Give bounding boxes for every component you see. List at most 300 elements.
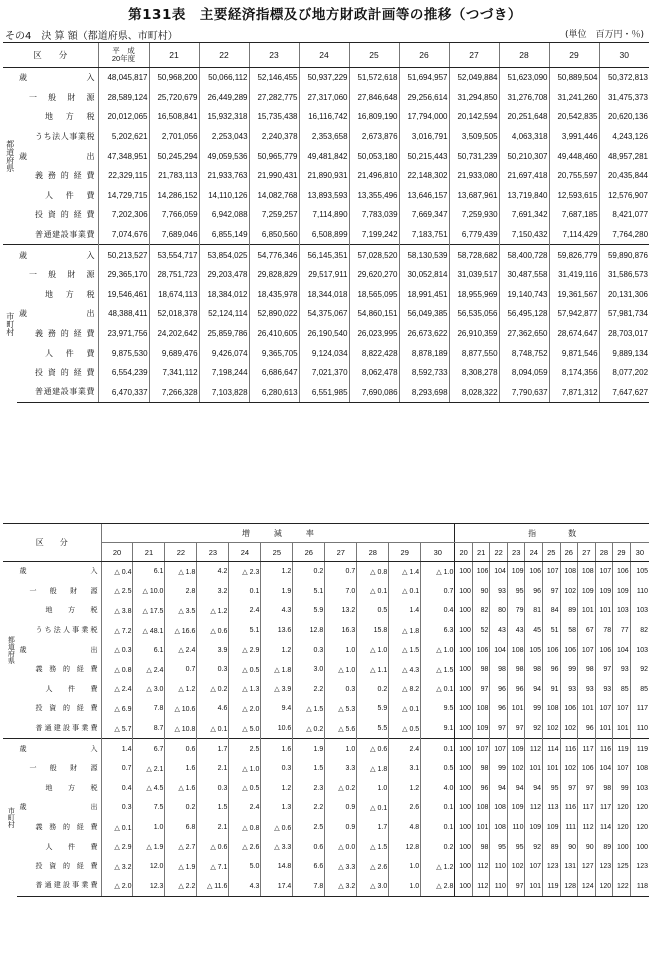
value-cell: 8,822,428 — [349, 343, 399, 363]
row-label: 投資的経費 — [35, 863, 98, 871]
index-cell: 110 — [507, 818, 525, 838]
index-cell: 93 — [613, 660, 631, 680]
rate-cell: △ 2.6 — [357, 857, 389, 877]
index-cell: 109 — [595, 582, 613, 602]
rate-cell: 1.4 — [389, 601, 421, 621]
rate-cell: △ 0.5 — [389, 719, 421, 739]
rate-cell: △ 1.5 — [293, 699, 325, 719]
index-cell: 99 — [560, 660, 578, 680]
index-cell: 99 — [490, 759, 508, 779]
index-cell: 100 — [455, 582, 473, 602]
rate-cell: 2.5 — [293, 818, 325, 838]
index-cell: 98 — [472, 837, 490, 857]
value-cell: 31,294,850 — [449, 88, 499, 108]
value-cell: 8,028,322 — [449, 383, 499, 403]
value-cell: 54,776,346 — [249, 245, 299, 265]
table-row — [3, 68, 649, 88]
rate-cell: 3.9 — [197, 640, 229, 660]
index-cell: 100 — [455, 699, 473, 719]
rate-cell: △ 2.8 — [421, 877, 455, 897]
index-cell: 107 — [595, 562, 613, 582]
row-label: 投資的経費 — [35, 705, 98, 713]
value-cell: 7,689,046 — [149, 225, 199, 245]
index-cell: 102 — [560, 719, 578, 739]
rate-cell: 4.8 — [389, 818, 421, 838]
value-cell: 9,689,476 — [149, 343, 199, 363]
table-subtitle: その4 決 算 額（都道府県、市町村） — [5, 31, 178, 42]
rate-cell: △ 0.5 — [229, 779, 261, 799]
rate-cell: △ 0.8 — [357, 562, 389, 582]
row-label: 歳 入 — [17, 562, 101, 582]
rate-cell: 2.4 — [229, 798, 261, 818]
value-cell: 20,012,065 — [98, 107, 149, 127]
value-cell: 6,855,149 — [199, 225, 249, 245]
index-cell: 96 — [472, 779, 490, 799]
rate-cell: 17.4 — [261, 877, 293, 897]
row-label: 義務的経費 — [35, 824, 98, 832]
value-cell: 18,955,969 — [449, 285, 499, 305]
value-cell: 17,794,000 — [399, 107, 449, 127]
value-cell: 18,344,018 — [299, 285, 349, 305]
value-cell: 7,647,627 — [599, 383, 649, 403]
index-cell: 97 — [560, 779, 578, 799]
row-label: 投資的経費 — [35, 210, 95, 220]
value-cell: 57,981,734 — [599, 304, 649, 324]
value-cell: 7,259,930 — [449, 205, 499, 225]
rate-cell: △ 1.6 — [165, 779, 197, 799]
value-cell: 31,586,573 — [599, 265, 649, 285]
index-cell: 112 — [525, 798, 543, 818]
value-cell: 7,114,890 — [299, 205, 349, 225]
change-rate-header: 増 減 率 — [101, 524, 455, 543]
value-cell: 8,062,478 — [349, 363, 399, 383]
unit-note: (単位 百万円・％) — [564, 30, 644, 40]
table-row — [3, 818, 649, 838]
value-cell: 59,890,876 — [599, 245, 649, 265]
row-label: 人件費 — [45, 685, 98, 693]
value-cell: 8,094,059 — [499, 363, 549, 383]
group-label: 都道府県 — [3, 562, 17, 739]
rate-cell: △ 17.5 — [133, 601, 165, 621]
rate-cell: 13.2 — [325, 601, 357, 621]
rate-cell: 4.6 — [197, 699, 229, 719]
rate-cell: 1.5 — [197, 798, 229, 818]
table-header-row — [3, 524, 649, 543]
rate-cell: △ 0.5 — [229, 660, 261, 680]
rate-cell: △ 1.9 — [133, 837, 165, 857]
rate-cell: 12.3 — [133, 877, 165, 897]
value-cell: 6,508,899 — [299, 225, 349, 245]
year-header: 26 — [399, 43, 449, 68]
value-cell: 30,052,814 — [399, 265, 449, 285]
value-cell: 52,890,022 — [249, 304, 299, 324]
value-cell: 3,991,446 — [549, 127, 599, 147]
index-cell: 90 — [560, 837, 578, 857]
rate-cell: 0.2 — [421, 837, 455, 857]
value-cell: 3,016,791 — [399, 127, 449, 147]
index-cell: 101 — [525, 877, 543, 897]
value-cell: 7,266,328 — [149, 383, 199, 403]
value-cell: 58,400,728 — [499, 245, 549, 265]
rate-cell: 1.6 — [261, 739, 293, 759]
value-cell: 8,077,202 — [599, 363, 649, 383]
row-label: 一般財源 — [29, 92, 95, 102]
rate-cell: 5.1 — [229, 621, 261, 641]
value-cell: 7,150,432 — [499, 225, 549, 245]
value-cell: 54,375,067 — [299, 304, 349, 324]
index-cell: 51 — [543, 621, 561, 641]
rate-cell: △ 4.3 — [389, 660, 421, 680]
rate-cell: 0.2 — [293, 562, 325, 582]
index-cell: 114 — [595, 818, 613, 838]
index-cell: 100 — [455, 660, 473, 680]
rate-cell: △ 3.0 — [357, 877, 389, 897]
rate-cell: 1.9 — [261, 582, 293, 602]
rate-cell: 2.6 — [389, 798, 421, 818]
index-cell: 77 — [613, 621, 631, 641]
index-cell: 108 — [490, 798, 508, 818]
value-cell: 56,495,128 — [499, 304, 549, 324]
rate-cell: △ 1.8 — [357, 759, 389, 779]
value-cell: 53,854,025 — [199, 245, 249, 265]
year-header: 29 — [549, 43, 599, 68]
table-row — [3, 107, 649, 127]
index-cell: 109 — [578, 582, 596, 602]
index-cell: 97 — [490, 719, 508, 739]
value-cell: 50,066,112 — [199, 68, 249, 88]
rate-cell: △ 0.0 — [325, 837, 357, 857]
value-cell: 13,646,157 — [399, 186, 449, 206]
index-cell: 98 — [525, 660, 543, 680]
index-cell: 98 — [507, 660, 525, 680]
value-cell: 6,942,088 — [199, 205, 249, 225]
index-cell: 98 — [472, 660, 490, 680]
rate-cell: △ 1.2 — [165, 680, 197, 700]
index-cell: 104 — [613, 640, 631, 660]
rate-cell: 0.6 — [293, 837, 325, 857]
index-cell: 116 — [560, 798, 578, 818]
rate-cell: △ 0.6 — [197, 621, 229, 641]
index-cell: 97 — [578, 779, 596, 799]
value-cell: 26,673,622 — [399, 324, 449, 344]
rate-year-header: 20 — [101, 543, 133, 562]
rate-cell: 2.3 — [293, 779, 325, 799]
year-header: 28 — [499, 43, 549, 68]
index-cell: 119 — [630, 739, 649, 759]
index-cell: 123 — [543, 857, 561, 877]
rate-cell: 5.9 — [357, 699, 389, 719]
rate-cell: △ 1.5 — [389, 640, 421, 660]
index-cell: 100 — [455, 798, 473, 818]
rate-cell: 6.1 — [133, 640, 165, 660]
value-cell: 26,910,359 — [449, 324, 499, 344]
rate-cell: △ 2.1 — [133, 759, 165, 779]
value-cell: 9,875,530 — [98, 343, 149, 363]
rate-cell: 0.7 — [325, 562, 357, 582]
value-cell: 26,190,540 — [299, 324, 349, 344]
value-cell: 31,419,116 — [549, 265, 599, 285]
index-cell: 106 — [472, 640, 490, 660]
index-cell: 98 — [490, 660, 508, 680]
value-cell: 31,039,517 — [449, 265, 499, 285]
rate-year-header: 27 — [325, 543, 357, 562]
index-cell: 104 — [490, 640, 508, 660]
index-cell: 107 — [595, 699, 613, 719]
value-cell: 18,991,451 — [399, 285, 449, 305]
index-cell: 80 — [490, 601, 508, 621]
value-cell: 52,124,114 — [199, 304, 249, 324]
rate-cell: 6.7 — [133, 739, 165, 759]
index-cell: 125 — [613, 857, 631, 877]
rate-cell: △ 0.6 — [261, 818, 293, 838]
rate-cell: 0.6 — [165, 739, 197, 759]
index-cell: 101 — [578, 699, 596, 719]
index-cell: 101 — [578, 601, 596, 621]
index-cell: 120 — [595, 877, 613, 897]
index-cell: 110 — [630, 582, 649, 602]
index-cell: 120 — [613, 818, 631, 838]
value-cell: 57,028,520 — [349, 245, 399, 265]
value-cell: 7,199,242 — [349, 225, 399, 245]
value-cell: 7,669,347 — [399, 205, 449, 225]
rate-year-header: 25 — [261, 543, 293, 562]
index-cell: 120 — [630, 818, 649, 838]
index-cell: 89 — [543, 837, 561, 857]
value-cell: 8,748,752 — [499, 343, 549, 363]
value-cell: 8,293,698 — [399, 383, 449, 403]
value-cell: 50,889,504 — [549, 68, 599, 88]
index-cell: 101 — [595, 719, 613, 739]
row-label: 歳 入 — [17, 245, 98, 265]
index-cell: 110 — [630, 719, 649, 739]
rate-cell: △ 2.2 — [165, 877, 197, 897]
value-cell: 58,130,539 — [399, 245, 449, 265]
rate-cell: 1.3 — [261, 798, 293, 818]
rate-cell: 2.4 — [389, 739, 421, 759]
value-cell: 31,276,708 — [499, 88, 549, 108]
rate-cell: 0.2 — [357, 680, 389, 700]
value-cell: 8,592,733 — [399, 363, 449, 383]
index-cell: 110 — [490, 857, 508, 877]
rate-cell: 0.1 — [421, 818, 455, 838]
value-cell: 56,049,385 — [399, 304, 449, 324]
index-cell: 95 — [543, 779, 561, 799]
index-cell: 109 — [507, 739, 525, 759]
table-row — [3, 205, 649, 225]
value-cell: 7,690,086 — [349, 383, 399, 403]
rate-cell: △ 6.9 — [101, 699, 133, 719]
index-cell: 108 — [507, 640, 525, 660]
index-cell: 107 — [578, 640, 596, 660]
table-row — [3, 304, 649, 324]
row-label: 人件費 — [45, 843, 98, 851]
value-cell: 50,937,229 — [299, 68, 349, 88]
year-header: 22 — [199, 43, 249, 68]
index-cell: 91 — [543, 680, 561, 700]
rate-cell: △ 11.6 — [197, 877, 229, 897]
rate-cell: 3.3 — [325, 759, 357, 779]
rate-cell: △ 2.6 — [229, 837, 261, 857]
rate-cell: 5.1 — [293, 582, 325, 602]
rate-cell: △ 1.0 — [229, 759, 261, 779]
rate-year-header: 23 — [197, 543, 229, 562]
rate-cell: 14.8 — [261, 857, 293, 877]
row-label: 義務的経費 — [35, 329, 95, 339]
rate-cell: △ 5.0 — [229, 719, 261, 739]
value-cell: 53,554,717 — [149, 245, 199, 265]
value-cell: 7,691,342 — [499, 205, 549, 225]
rate-cell: △ 1.0 — [357, 640, 389, 660]
value-cell: 2,673,876 — [349, 127, 399, 147]
value-cell: 49,481,842 — [299, 146, 349, 166]
row-label: 地方税 — [45, 607, 98, 615]
table-row — [3, 877, 649, 897]
value-cell: 7,021,370 — [299, 363, 349, 383]
index-cell: 117 — [630, 699, 649, 719]
rate-cell: △ 0.3 — [101, 640, 133, 660]
index-cell: 113 — [543, 798, 561, 818]
value-cell: 13,355,496 — [349, 186, 399, 206]
value-cell: 6,554,239 — [98, 363, 149, 383]
value-cell: 22,329,115 — [98, 166, 149, 186]
index-cell: 122 — [613, 877, 631, 897]
index-cell: 52 — [472, 621, 490, 641]
table-row — [3, 660, 649, 680]
table-row — [3, 324, 649, 344]
table-row — [3, 146, 649, 166]
value-cell: 5,202,621 — [98, 127, 149, 147]
rate-cell: △ 5.6 — [325, 719, 357, 739]
rate-cell: 15.8 — [357, 621, 389, 641]
value-cell: 20,142,594 — [449, 107, 499, 127]
value-cell: 19,361,567 — [549, 285, 599, 305]
value-cell: 6,470,337 — [98, 383, 149, 403]
rate-cell: △ 1.2 — [197, 601, 229, 621]
index-year-header: 21 — [472, 543, 490, 562]
index-cell: 107 — [613, 759, 631, 779]
index-cell: 45 — [525, 621, 543, 641]
table-row — [3, 245, 649, 265]
table-row — [3, 582, 649, 602]
rate-cell: △ 3.5 — [165, 601, 197, 621]
value-cell: 20,620,136 — [599, 107, 649, 127]
value-cell: 9,365,705 — [249, 343, 299, 363]
rate-cell: 0.4 — [421, 601, 455, 621]
rate-cell: △ 1.4 — [389, 562, 421, 582]
rate-cell: △ 1.1 — [357, 660, 389, 680]
index-cell: 104 — [595, 759, 613, 779]
rate-cell: 9.1 — [421, 719, 455, 739]
value-cell: 21,697,418 — [499, 166, 549, 186]
rate-cell: 7.0 — [325, 582, 357, 602]
rate-cell: 4.3 — [261, 601, 293, 621]
index-cell: 102 — [507, 759, 525, 779]
row-label: 義務的経費 — [35, 666, 98, 674]
rate-cell: △ 0.6 — [357, 739, 389, 759]
rate-cell: △ 0.2 — [197, 680, 229, 700]
rate-cell: △ 0.2 — [293, 719, 325, 739]
year-header: 30 — [599, 43, 649, 68]
index-cell: 119 — [543, 877, 561, 897]
rate-cell: △ 3.0 — [133, 680, 165, 700]
value-cell: 51,623,090 — [499, 68, 549, 88]
table-row — [3, 779, 649, 799]
row-label: 歳 出 — [19, 804, 98, 812]
value-cell: 6,280,613 — [249, 383, 299, 403]
index-year-header: 29 — [613, 543, 631, 562]
index-year-header: 24 — [525, 543, 543, 562]
row-label: 地方税 — [45, 289, 95, 299]
index-cell: 102 — [507, 857, 525, 877]
index-cell: 109 — [507, 798, 525, 818]
value-cell: 57,942,877 — [549, 304, 599, 324]
rate-cell: 9.4 — [261, 699, 293, 719]
row-label: 歳 入 — [17, 739, 101, 759]
rate-cell: 0.3 — [325, 680, 357, 700]
rate-year-header: 28 — [357, 543, 389, 562]
row-label: 歳 出 — [19, 309, 95, 319]
rate-cell: 0.5 — [357, 601, 389, 621]
table-row — [3, 562, 649, 582]
value-cell: 28,674,647 — [549, 324, 599, 344]
rate-cell: △ 1.3 — [229, 680, 261, 700]
index-year-header: 23 — [507, 543, 525, 562]
index-cell: 124 — [578, 877, 596, 897]
index-cell: 43 — [490, 621, 508, 641]
index-cell: 100 — [613, 837, 631, 857]
index-cell: 78 — [595, 621, 613, 641]
rate-cell: 16.3 — [325, 621, 357, 641]
rate-cell: △ 3.9 — [261, 680, 293, 700]
index-cell: 108 — [490, 818, 508, 838]
index-cell: 101 — [613, 719, 631, 739]
row-label: うち法人事業税 — [35, 131, 95, 141]
index-year-header: 20 — [455, 543, 473, 562]
value-cell: 15,932,318 — [199, 107, 249, 127]
rate-cell: 0.1 — [229, 582, 261, 602]
value-cell: 52,049,884 — [449, 68, 499, 88]
rate-cell: 5.5 — [357, 719, 389, 739]
value-cell: 49,448,460 — [549, 146, 599, 166]
value-cell: 7,198,244 — [199, 363, 249, 383]
index-cell: 100 — [455, 562, 473, 582]
index-cell: 106 — [525, 562, 543, 582]
value-cell: 29,203,478 — [199, 265, 249, 285]
index-cell: 97 — [507, 719, 525, 739]
value-cell: 7,341,112 — [149, 363, 199, 383]
rate-cell: 1.4 — [101, 739, 133, 759]
index-cell: 116 — [560, 739, 578, 759]
index-header: 指 数 — [455, 524, 649, 543]
index-cell: 93 — [578, 680, 596, 700]
value-cell: 50,965,779 — [249, 146, 299, 166]
rate-cell: 0.5 — [421, 759, 455, 779]
rate-cell: 1.2 — [389, 779, 421, 799]
rate-cell: △ 1.5 — [357, 837, 389, 857]
group-label: 市町村 — [3, 245, 17, 403]
index-cell: 89 — [560, 601, 578, 621]
value-cell: 26,023,995 — [349, 324, 399, 344]
rate-cell: 12.8 — [389, 837, 421, 857]
value-cell: 50,213,527 — [98, 245, 149, 265]
index-cell: 84 — [543, 601, 561, 621]
category-header: 区 分 — [3, 524, 101, 562]
value-cell: 9,889,134 — [599, 343, 649, 363]
rate-cell: 2.2 — [293, 798, 325, 818]
table-row — [3, 601, 649, 621]
index-cell: 109 — [613, 582, 631, 602]
value-cell: 48,388,411 — [98, 304, 149, 324]
